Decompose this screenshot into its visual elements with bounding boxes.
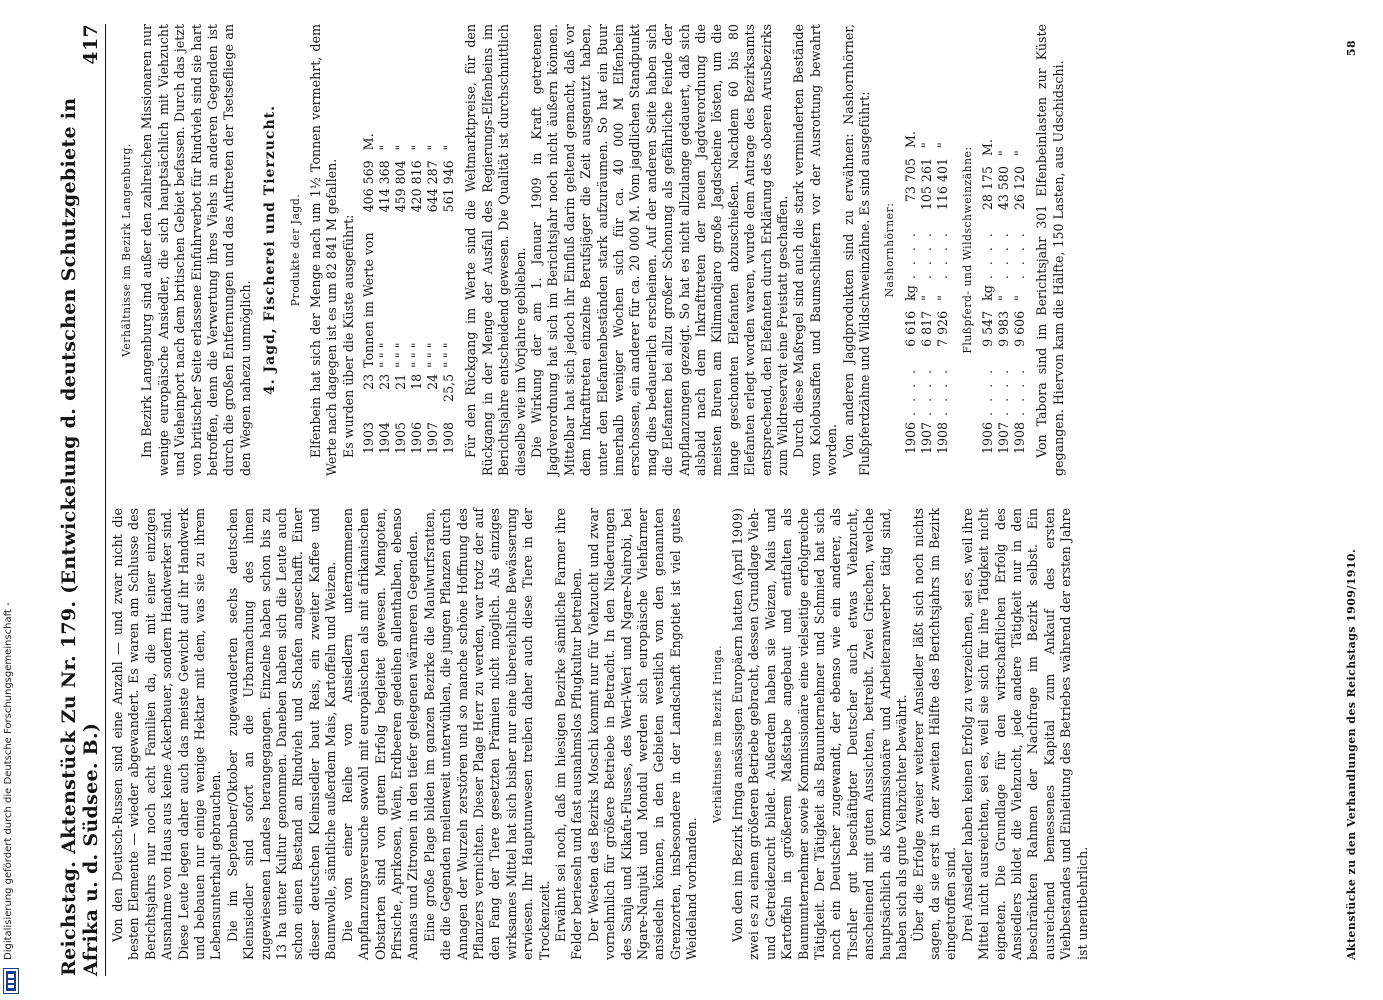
currency-cell: " bbox=[393, 144, 409, 151]
value-cell: 644 287 bbox=[425, 160, 441, 213]
quantity-cell: 24 bbox=[425, 373, 441, 390]
leader-dots: . . . . bbox=[918, 230, 934, 280]
paragraph: Erwähnt sei noch, daß im hiesigen Bezirke sämtliche Farmer ihre Felder berieseln und fast ausnahmslos Pflugkultur betreiben. bbox=[552, 508, 585, 960]
table-row bbox=[919, 125, 935, 454]
table-row bbox=[425, 127, 441, 454]
digitization-credit: Digitalisierung gefördert durch die Deutsche Forschungsgemeinschaft - bbox=[3, 602, 14, 960]
paragraph: Die von einer Reihe von Ansiedlern unternommenen Anpflanzungsversuche sowohl mit europäischen als mit afrikanischen Obstarten sind von gutem Erfolg begleitet gewesen. Mangoten, Pfirsiche, Aprikosen, Wein, Erdbeeren gedeihen allenthalben, ebenso Ananas und Zitronen in den tiefer gelegenen wärmeren Gegenden. bbox=[339, 508, 421, 960]
currency-cell: " bbox=[425, 144, 441, 151]
description-cell: " " " bbox=[441, 342, 457, 368]
paragraph: Im Bezirk Langenburg sind außer den zahlreichen Missionaren nur wenige europäische Ansiedler, die sich hauptsächlich mit Viehzucht und Vieheinport nach dem britischen Gebiet befassen. Durch das jetzt von britischer Seite erlassene Einfuhrverbot für Rindvieh sind sie hart betroffen, denn die Verwertung ihres Viehs in anderen Gegenden ist durch die großen Entfernungen und das Auftreten der Tsetsefliege an den Wegen nahezu unmöglich. bbox=[139, 24, 253, 476]
paragraph: Von Tabora sind im Berichtsjahr 301 Elfenbeinlasten zur Küste gegangen. Hiervon kam die Hälfte, 150 Lasten, aus Udschidschi. bbox=[1034, 24, 1066, 476]
leader-dots: . . . . bbox=[996, 366, 1012, 416]
value-cell: 420 816 bbox=[409, 160, 425, 213]
paragraph: Die im September/Oktober zugewanderten sechs deutschen Kleinsiedler sind sofort an die Urbarmachung des ihnen zugewiesenen Landes herangegangen. Einzelne haben schon bis zu 13 ha unter Kultur genommen. Daneben haben sich die Leute auch schon einen Bestand an Rindvieh und Schafen angeschafft. Einer dieser deutschen Kleinsiedler baut Reis, ein zweiter Kaffee und Baumwolle, sämtliche außerdem Mais, Kartoffeln und Weizen. bbox=[224, 508, 339, 960]
weight-cell: 9 547 bbox=[980, 310, 996, 347]
weight-cell: 7 926 bbox=[934, 310, 950, 347]
currency-cell: " bbox=[996, 150, 1012, 157]
left-column bbox=[110, 508, 1091, 960]
year-cell: 1906 bbox=[980, 421, 996, 454]
table-row bbox=[1012, 133, 1028, 454]
quantity-cell: 23 bbox=[377, 373, 393, 390]
currency-cell: M. bbox=[361, 133, 377, 151]
leader-dots: . . . . bbox=[980, 230, 996, 280]
currency-cell: " bbox=[918, 142, 934, 149]
leader-dots: . . . . bbox=[980, 366, 996, 416]
table-row bbox=[377, 127, 393, 454]
weight-cell: 6 817 bbox=[918, 310, 934, 347]
paragraph: Der Westen des Bezirks Moschi kommt nur für Viehzucht und zwar vornehmlich für größere Betriebe in Betracht. In den Niederungen des Sanja und Kikafu-Flusses, des Weri-Weri und Ngare-Nairobi, bei Ngare-Nanjuki und Mondul werden sich europäische Viehfarmer ansiedeln können, in den Gebieten westlich von den genannten Grenzorten, insbesondere in der Landschaft Engotiet ist viel gutes Weideland vorhanden. bbox=[585, 508, 700, 960]
table-row bbox=[996, 133, 1012, 454]
quantity-cell: 25,5 bbox=[441, 373, 457, 402]
value-cell: 73 705 bbox=[902, 158, 918, 203]
quantity-cell: 18 bbox=[409, 373, 425, 390]
year-cell: 1908 bbox=[1012, 421, 1028, 454]
footer-source: Aktenstücke zu den Verhandlungen des Reichstags 1909/1910. bbox=[1345, 548, 1358, 960]
right-column bbox=[110, 24, 1067, 476]
paragraph: Für den Rückgang im Werte sind die Weltmarktpreise, für den Rückgang in der Menge der Ausfall des Regierungs-Elfenbeins im Berichtsjahre entscheidend gewesen. Die Qualität ist durchschnittlich dieselbe wie im Vorjahre geblieben. bbox=[463, 24, 528, 476]
currency-cell: M. bbox=[902, 131, 918, 149]
value-cell: 105 261 bbox=[918, 158, 934, 211]
table-row bbox=[903, 125, 919, 454]
description-cell: Tonnen im Werte von bbox=[361, 232, 377, 368]
leader-dots: . . . . bbox=[902, 366, 918, 416]
weight-cell: 6 616 bbox=[902, 310, 918, 347]
value-cell: 459 804 bbox=[393, 160, 409, 213]
weight-unit-cell: " bbox=[918, 295, 934, 301]
paragraph: Von den im Bezirk Iringa ansässigen Europäern hatten (April 1909) zwei es zu einem größeren Betriebe gebracht, dessen Grundlage Vieh- und Getreidezucht bildet. Außerdem haben sie Weizen, Mais und Kartoffeln in größerem Maßstabe angebaut und entfalten als Baumunternehmer sowie Kommissionäre eine vielseitige erfolgreiche Tätigkeit. Der Tätigkeit als Bauunternehmer und Schmied hat sich noch ein Deutscher zugewandt, der ebenso wie ein anderer, als Tischler gut beschäftigter Deutscher auch etwas Viehzucht, anscheinend mit guten Aussichten, betreibt. Zwei Griechen, welche hauptsächlich als Kommissionäre und Arbeiteranwerber tätig sind, haben sich als gute Viehzüchter bewährt. bbox=[730, 508, 910, 960]
rhino-horns-heading: Nashornhörner: bbox=[883, 202, 897, 298]
year-cell: 1904 bbox=[377, 421, 393, 454]
quantity-cell: 23 bbox=[361, 373, 377, 390]
paragraph: Es wurden über die Küste ausgeführt: bbox=[340, 214, 356, 458]
hippo-export-table bbox=[980, 133, 1028, 454]
currency-cell: " bbox=[441, 144, 457, 151]
value-cell: 116 401 bbox=[934, 158, 950, 211]
paragraph: Eine große Plage bilden im ganzen Bezirke die Maulwurfsratten, die die Gegenden meilenweit unterwühlen, die jungen Pflanzen durch Annagen der Wurzeln zerstören und so manche schöne Hoffnung des Pflanzers vernichten. Dieser Plage Herr zu werden, war trotz der auf den Fang der Tiere gesetzten Prämien nicht möglich. Als einziges wirksames Mittel hat sich bisher nur eine übereichliche Bewässerung erwiesen. Ihr Hauptunwesen treiben daher auch diese Tiere in der Trockenzeit. bbox=[421, 508, 552, 960]
weight-unit-cell: kg bbox=[980, 285, 996, 301]
paragraph: Von anderen Jagdprodukten sind zu erwähnen: Nashornhörner, Flußpferdzähne und Wildschweinzähne. Es sind ausgeführt: bbox=[840, 24, 873, 476]
value-cell: 406 569 bbox=[361, 160, 377, 213]
page-footer bbox=[1345, 40, 1358, 960]
subheading-langenburg: Verhältnisse im Bezirk Langenburg. bbox=[120, 143, 133, 357]
year-cell: 1905 bbox=[393, 421, 409, 454]
subheading-hunting-products: Produkte der Jagd. bbox=[288, 193, 302, 307]
weight-unit-cell: " bbox=[996, 295, 1012, 301]
leader-dots: . . . . bbox=[934, 230, 950, 280]
weight-cell: 9 606 bbox=[1012, 310, 1028, 347]
quantity-cell: 21 bbox=[393, 373, 409, 390]
year-cell: 1907 bbox=[918, 421, 934, 454]
currency-cell: " bbox=[1012, 150, 1028, 157]
description-cell: " " " bbox=[393, 342, 409, 368]
page-title: Reichstag. Aktenstück Zu Nr. 179. (Entwickelung d. deutschen Schutzgebiete in Afrika u. d. Südsee. B.) bbox=[58, 97, 102, 976]
year-cell: 1908 bbox=[934, 421, 950, 454]
rhino-export-table bbox=[903, 125, 951, 454]
year-cell: 1906 bbox=[409, 421, 425, 454]
description-cell: " " " bbox=[409, 342, 425, 368]
footer-sheet-number: 58 bbox=[1345, 40, 1358, 57]
table-row bbox=[980, 133, 996, 454]
weight-unit-cell: " bbox=[934, 295, 950, 301]
year-cell: 1907 bbox=[996, 421, 1012, 454]
leader-dots: . . . . bbox=[996, 230, 1012, 280]
paragraph: Die Wirkung der am 1. Januar 1909 in Kraft getretenen Jagdverordnung hat sich im Berichtsjahr noch nicht äußern können. Mittelbar hat sich jedoch ihr Einfluß darin geltend gemacht, daß vor dem Inkrafttreten einzelne Berufsjäger die Zeit ausgenutzt haben, unter den Elefantenbeständen stark aufzuräumen. So hat ein Buur innerhalb weniger Wochen sich für ca. 40 000 M Elfenbein erschossen, ein anderer für ca. 20 000 M. Vom jagdlichen Standpunkt mag dies bedauerlich erscheinen. Auf der anderen Seite haben sich die Elefanten bei allzu großer Schonung als gefährliche Feinde der Anpflanzungen gezeigt. So hat es nicht allzulange gedauert, daß sich alsbald nach dem Inkrafttreten der neuen Jagdverordnung die meisten Buren am Kilimandjaro große Jagdscheine lösten, um die lange geschonten Elefanten abzuschießen. Nachdem 60 bis 80 Elefanten erlegt worden waren, wurde dem Antrage des Bezirksamts entsprechend, den Elefanten durch Erklärung des oberen Arusbezirks zum Wildreservat eine Freistatt geschaffen. bbox=[528, 24, 790, 476]
weight-unit-cell: kg bbox=[902, 285, 918, 301]
value-cell: 561 946 bbox=[441, 160, 457, 213]
year-cell: 1907 bbox=[425, 421, 441, 454]
paragraph: Von den Deutsch-Russen sind eine Anzahl — und zwar nicht die besten Elemente — wieder abgewandert. Es waren am Schlusse des Berichtsjahrs nur noch acht Familien da, die mit einer einzigen Ausnahme von Haus aus keine Ackerbauer, sondern Handwerker sind. Diese Leute legen daher auch das meiste Gewicht auf ihr Handwerk und bebauen nur einige wenige Hektar mit dem, was sie zu ihrem Lebensunterhalt gebrauchen. bbox=[110, 508, 224, 960]
leader-dots: . . . . bbox=[918, 366, 934, 416]
subheading-iringa: Verhältnisse im Bezirk Iringa. bbox=[710, 644, 724, 824]
table-row bbox=[935, 125, 951, 454]
description-cell: " " " bbox=[377, 342, 393, 368]
paragraph: Durch diese Maßregel sind auch die stark verminderten Bestände von Kolobusaffen und Baumschliefern vor der Ausrottung bewahrt worden. bbox=[791, 24, 840, 476]
currency-cell: " bbox=[934, 142, 950, 149]
leader-dots: . . . . bbox=[1012, 366, 1028, 416]
weight-unit-cell: " bbox=[1012, 295, 1028, 301]
year-cell: 1906 bbox=[902, 421, 918, 454]
leader-dots: . . . . bbox=[934, 366, 950, 416]
paragraph: Über die Erfolge zweier weiterer Ansiedler läßt sich noch nichts sagen, da sie erst in der zweiten Hälfte des Berichtsjahrs im Bezirk eingetroffen sind. bbox=[910, 508, 959, 960]
currency-cell: " bbox=[377, 144, 393, 151]
leader-dots: . . . . bbox=[902, 230, 918, 280]
description-cell: " " " bbox=[425, 342, 441, 368]
value-cell: 414 368 bbox=[377, 160, 393, 213]
hippo-teeth-heading: Flußpferd- und Wildschweinzähne: bbox=[960, 146, 974, 354]
currency-cell: " bbox=[409, 144, 425, 151]
table-row bbox=[409, 127, 425, 454]
ivory-export-table bbox=[361, 127, 457, 454]
leader-dots: . . . . bbox=[1012, 230, 1028, 280]
year-cell: 1903 bbox=[361, 421, 377, 454]
value-cell: 28 175 bbox=[980, 166, 996, 211]
year-cell: 1908 bbox=[441, 421, 457, 454]
table-row bbox=[361, 127, 377, 454]
page-number: 417 bbox=[80, 24, 102, 65]
currency-cell: M. bbox=[980, 139, 996, 157]
paragraph: Elfenbein hat sich der Menge nach um 1½ Tonnen vermehrt, dem Werte nach dagegen ist es um 82 841 M gefallen. bbox=[308, 24, 340, 476]
weight-cell: 9 983 bbox=[996, 310, 1012, 347]
section-heading: 4. Jagd, Fischerei und Tierzucht. bbox=[262, 105, 279, 395]
value-cell: 43 580 bbox=[996, 166, 1012, 211]
paragraph: Drei Ansiedler haben keinen Erfolg zu verzeichnen, sei es, weil ihre Mittel nicht ausreichten, sei es, weil sie sich für ihre Tätigkeit nicht eigneten. Die Grundlage für den wirtschaftlichen Erfolg des Ansiedlers bildet die Viehzucht, jede andere Tätigkeit nur in den beschränkten Rahmen der Nachfrage im Bezirk selbst. Ein ausreichend bemessenes Kapital zum Ankauf des ersten Viehbestandes und Einleitung des Betriebes während der ersten Jahre ist unentbehrlich. bbox=[959, 508, 1090, 960]
page-header bbox=[58, 24, 106, 976]
table-row bbox=[393, 127, 409, 454]
value-cell: 26 120 bbox=[1012, 166, 1028, 211]
table-row bbox=[441, 127, 457, 454]
